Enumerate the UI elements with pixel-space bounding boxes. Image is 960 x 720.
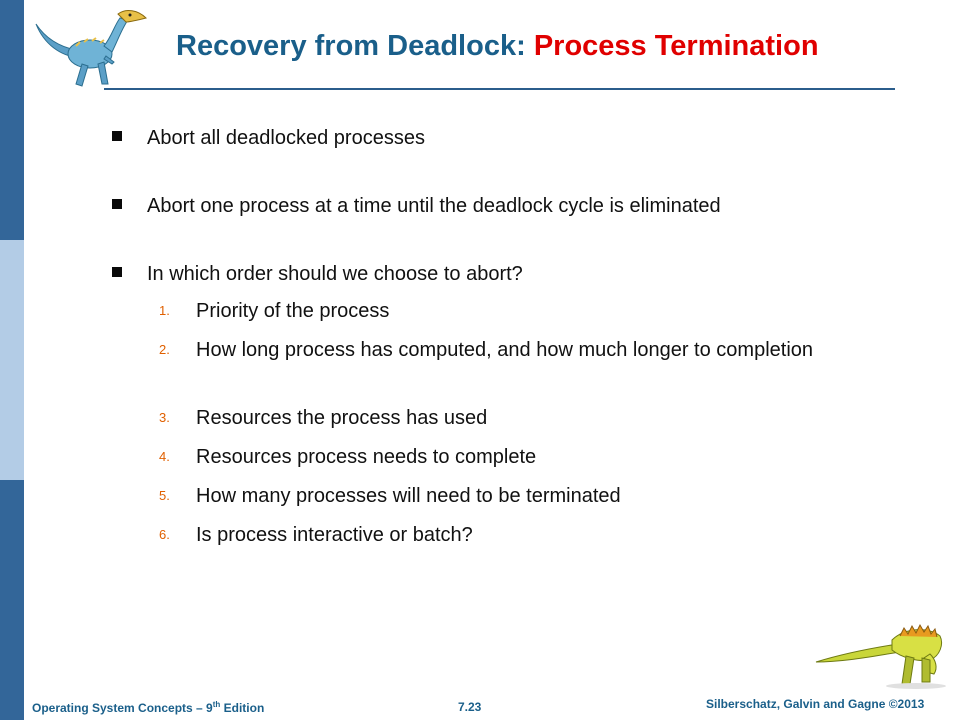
- item-number: 2.: [159, 342, 170, 357]
- item-number: 5.: [159, 488, 170, 503]
- square-bullet-icon: [112, 199, 122, 209]
- title-accent: Process Termination: [533, 30, 819, 62]
- title-divider: [104, 88, 895, 90]
- item-text: Resources process needs to complete: [196, 446, 537, 468]
- item-number: 4.: [159, 449, 170, 464]
- footer-authors: Silberschatz, Galvin and Gagne ©2013: [706, 697, 925, 711]
- sidebar-stripe-middle: [0, 240, 24, 480]
- bullet-text: Abort one process at a time until the deadlock cycle is eliminated: [147, 195, 721, 217]
- square-bullet-icon: [112, 131, 122, 141]
- item-number: 1.: [159, 303, 170, 318]
- item-text: How long process has computed, and how much longer to completion: [196, 339, 814, 361]
- item-text: Priority of the process: [196, 300, 390, 322]
- footer-title-prefix: Operating System Concepts – 9: [32, 701, 213, 715]
- item-number: 6.: [159, 527, 170, 542]
- page-title: [176, 30, 819, 63]
- sidebar-stripe-bottom: [0, 480, 24, 720]
- bullet-text: In which order should we choose to abort?: [147, 263, 523, 285]
- footer-book-title: [32, 700, 264, 715]
- sidebar-stripe-top: [0, 0, 24, 240]
- dinosaur-icon: [34, 6, 150, 90]
- item-text: How many processes will need to be terminated: [196, 485, 621, 507]
- dinosaur-icon: [812, 614, 952, 694]
- item-number: 3.: [159, 410, 170, 425]
- footer-page-number: 7.23: [458, 700, 482, 714]
- bullet-text: Abort all deadlocked processes: [147, 127, 425, 149]
- footer-title-suffix: Edition: [220, 701, 265, 715]
- item-text: Is process interactive or batch?: [196, 524, 473, 546]
- footer-title-superscript: th: [212, 700, 221, 709]
- item-text: Resources the process has used: [196, 407, 488, 429]
- title-primary: Recovery from Deadlock:: [176, 30, 526, 62]
- square-bullet-icon: [112, 267, 122, 277]
